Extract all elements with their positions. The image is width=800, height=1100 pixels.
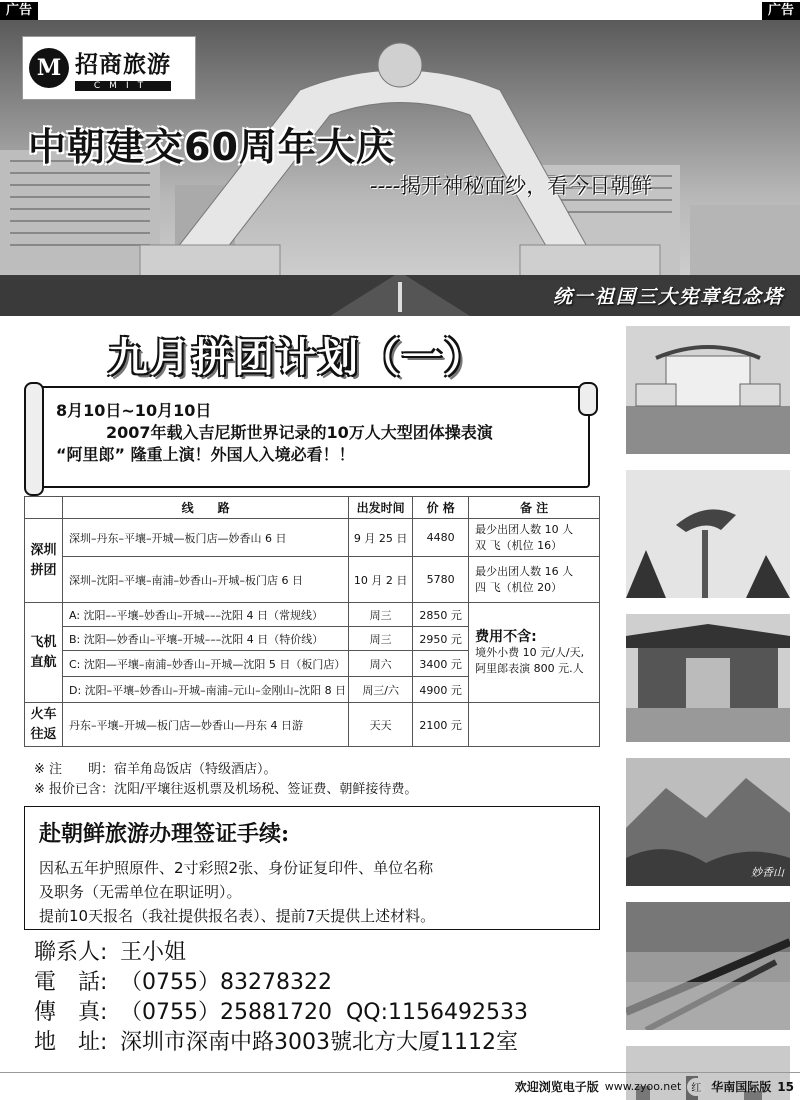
logo-name: 招商旅游 <box>75 50 171 78</box>
fax-label: 傳 真: <box>34 1000 108 1025</box>
logo-mark-icon: M <box>29 48 69 88</box>
header-remarks: 备 注 <box>469 497 600 519</box>
footer-edition: 华南国际版 <box>711 1080 772 1094</box>
remarks-text: 最少出团人数 10 人 双 飞（机位 16） <box>475 522 574 552</box>
page-number: 15 <box>777 1079 794 1094</box>
note-hotel: ※ 注 明：宿羊角岛饭店（特级酒店）。 <box>34 762 277 777</box>
tel-label: 電 話: <box>34 970 108 995</box>
visa-requirements-box <box>24 806 600 930</box>
visa-line: 及职务（无需单位在职证明）。 <box>39 883 242 901</box>
contact-person: 王小姐 <box>120 940 187 965</box>
depart-cell: 周三 <box>349 603 413 627</box>
hero-subtitle: ----揭开神秘面纱，看今日朝鲜 <box>370 174 653 198</box>
route-cell: A: 沈阳––平壤–妙香山–开城–––沈阳 4 日（常规线） <box>63 603 349 627</box>
visa-line: 因私五年护照原件、2寸彩照2张、身份证复印件、单位名称 <box>39 859 434 877</box>
table-header-row <box>25 497 600 519</box>
header-depart: 出发时间 <box>349 497 413 519</box>
cmit-logo <box>22 36 196 100</box>
footer-badge-icon: 红 <box>687 1078 705 1096</box>
table-row <box>25 557 600 603</box>
bridge-photo <box>626 902 790 1030</box>
address-label: 地 址: <box>34 1030 108 1055</box>
footer-browse: 欢迎浏览电子版 <box>514 1080 599 1094</box>
category-label: 飞机 直航 <box>30 634 57 670</box>
contact-person-label: 聯系人: <box>34 940 108 965</box>
contact-info <box>34 938 528 1058</box>
route-cell: D: 沈阳–平壤–妙香山–开城–南浦–元山–金刚山–沈阳 8 日 <box>63 677 349 703</box>
event-highlight: “阿里郎” 隆重上演！外国人入境必看！！ <box>56 445 355 464</box>
table-row <box>25 603 600 627</box>
remarks-text: 最少出团人数 16 人 四 飞（机位 20） <box>475 564 574 594</box>
fax-number: （0755）25881720 <box>120 1000 332 1025</box>
route-cell: B: 沈阳—妙香山–平壤–开城–––沈阳 4 日（特价线） <box>63 627 349 651</box>
hero-banner <box>0 20 800 316</box>
depart-cell: 周三 <box>349 627 413 651</box>
route-cell: 深圳–丹东–平壤–开城—板门店—妙香山 6 日 <box>63 519 349 557</box>
tel-number: （0755）83278322 <box>120 970 332 995</box>
header-route: 线 路 <box>63 497 349 519</box>
price-cell: 3400 元 <box>413 651 469 677</box>
hero-caption: 统一祖国三大宪章纪念塔 <box>552 286 784 308</box>
route-cell: 丹东–平壤–开城—板门店—妙香山—丹东 4 日游 <box>63 703 349 747</box>
price-cell: 4900 元 <box>413 677 469 703</box>
route-cell: C: 沈阳—平壤–南浦–妙香山–开城—沈阳 5 日（板门店） <box>63 651 349 677</box>
mountain-photo <box>626 758 790 886</box>
remarks-cell <box>469 519 600 557</box>
price-cell: 2950 元 <box>413 627 469 651</box>
fees-exclusion-body: 境外小费 10 元/人/天, 阿里郎表演 800 元.人 <box>475 645 585 675</box>
photo-caption: 妙香山 <box>751 866 784 879</box>
category-shenzhen <box>25 519 63 603</box>
event-description: 2007年载入吉尼斯世界记录的10万人大型团体操表演 <box>106 423 493 442</box>
fees-exclusion-title: 费用不含: <box>475 628 537 645</box>
notes <box>34 760 417 800</box>
address: 深圳市深南中路3003號北方大厦1112室 <box>120 1030 518 1055</box>
visa-title: 赴朝鲜旅游办理签证手续: <box>39 821 290 847</box>
price-cell: 2100 元 <box>413 703 469 747</box>
event-scroll-banner <box>30 386 590 488</box>
category-label: 火车 往返 <box>30 706 57 742</box>
depart-cell: 周六 <box>349 651 413 677</box>
footer-site: www.zyoo.net <box>604 1080 682 1093</box>
price-cell: 2850 元 <box>413 603 469 627</box>
remarks-cell <box>469 603 600 703</box>
page-footer <box>0 1072 800 1100</box>
ad-tag-left: 广告 <box>0 2 38 20</box>
qq-label: QQ: <box>345 1000 389 1025</box>
qq-number: 1156492533 <box>388 1000 528 1025</box>
routes-table <box>24 496 600 747</box>
ad-tag-right: 广告 <box>762 2 800 20</box>
hero-title: 中朝建交60周年大庆 <box>28 125 395 169</box>
category-label: 深圳 拼团 <box>30 542 57 578</box>
table-row <box>25 703 600 747</box>
price-cell: 5780 <box>413 557 469 603</box>
category-flight <box>25 603 63 703</box>
statue-photo <box>626 470 790 598</box>
price-cell: 4480 <box>413 519 469 557</box>
main-title: 九月拼团计划（一） <box>108 335 486 381</box>
depart-cell: 10 月 2 日 <box>349 557 413 603</box>
photo-column <box>626 326 790 1100</box>
route-cell: 深圳–沈阳–平壤–南浦–妙香山–开城–板门店 6 日 <box>63 557 349 603</box>
event-dates: 8月10日~10月10日 <box>56 401 212 420</box>
category-train <box>25 703 63 747</box>
remarks-cell <box>469 557 600 603</box>
building-photo <box>626 326 790 454</box>
depart-cell: 天天 <box>349 703 413 747</box>
header-price: 价 格 <box>413 497 469 519</box>
header-category <box>25 497 63 519</box>
note-included: ※ 报价已含：沈阳/平壤往返机票及机场税、签证费、朝鲜接待费。 <box>34 782 418 797</box>
gate-photo <box>626 614 790 742</box>
depart-cell: 周三/六 <box>349 677 413 703</box>
remarks-cell <box>469 703 600 747</box>
table-row <box>25 519 600 557</box>
visa-line: 提前10天报名（我社提供报名表）、提前7天提供上述材料。 <box>39 907 436 925</box>
depart-cell: 9 月 25 日 <box>349 519 413 557</box>
logo-abbr: CMIT <box>75 81 171 91</box>
